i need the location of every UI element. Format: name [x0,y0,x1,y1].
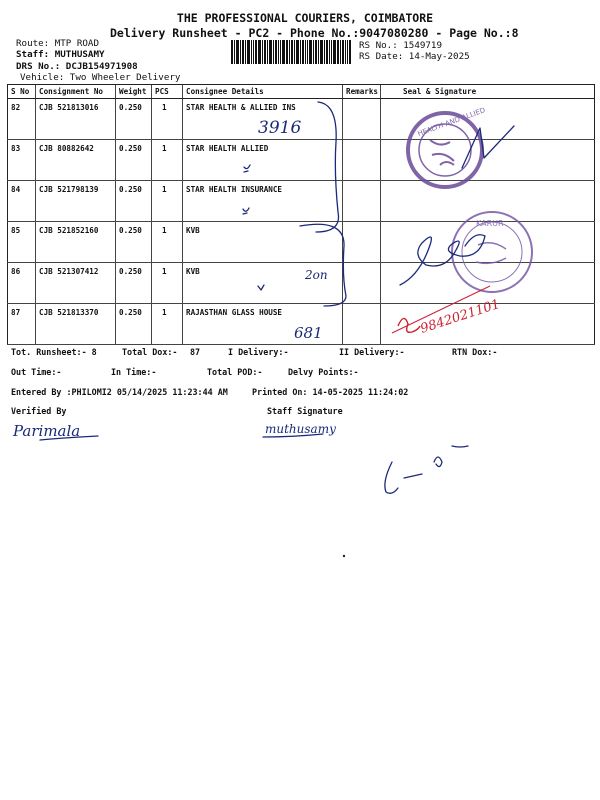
entered-by: Entered By :PHILOMI2 05/14/2025 11:23:44 AM [11,387,228,397]
bracket-line [316,102,339,232]
cell-consignee: STAR HEALTH ALLIED [183,140,343,181]
col-seal: Seal & Signature [381,85,595,99]
cell-sno: 85 [8,222,36,263]
col-weight: Weight [116,85,152,99]
cell-consignment: CJB 521813370 [36,304,116,345]
delvy-points: Delvy Points:- [288,367,359,377]
total-dox-label: Total Dox:- [122,347,178,357]
svg-text:HEALTH AND ALLIED: HEALTH AND ALLIED [416,106,487,139]
cell-consignee: STAR HEALTH & ALLIED INS [183,99,343,140]
printed-on: Printed On: 14-05-2025 11:24:02 [252,387,409,397]
signature-row1 [462,126,514,168]
tick-mark [244,165,250,172]
margin-scribble [385,446,468,493]
cell-consignment: CJB 521798139 [36,181,116,222]
verifier-signature: Parimala [13,422,81,440]
cell-pcs: 1 [152,304,183,345]
rs-number: RS No.: 1549719 [359,40,442,51]
cell-weight: 0.250 [116,99,152,140]
signature-row4 [400,235,485,285]
total-pod: Total POD:- [207,367,263,377]
cell-pcs: 1 [152,222,183,263]
red-signature [392,286,502,337]
cell-pcs: 1 [152,181,183,222]
in-time: In Time:- [111,367,157,377]
cell-consignee: KVB [183,222,343,263]
route-label: Route: MTP ROAD [16,38,99,49]
cell-sno: 83 [8,140,36,181]
handwritten-note-row1: 3916 [258,118,302,138]
verified-by-label: Verified By [11,406,67,416]
col-consignee: Consignee Details [183,85,343,99]
bracket-line [300,224,346,306]
cell-sno: 82 [8,99,36,140]
cell-consignment: CJB 80882642 [36,140,116,181]
svg-text:9842021101: 9842021101 [418,296,502,337]
i-delivery: I Delivery:- [228,347,289,357]
col-pcs: PCS [152,85,183,99]
cell-pcs: 1 [152,99,183,140]
cell-consignee: STAR HEALTH INSURANCE [183,181,343,222]
staff-signature-label: Staff Signature [267,406,343,416]
rtn-dox: RTN Dox:- [452,347,498,357]
col-remarks: Remarks [343,85,381,99]
cell-pcs: 1 [152,263,183,304]
cell-weight: 0.250 [116,222,152,263]
cell-weight: 0.250 [116,263,152,304]
col-consignment: Consignment No [36,85,116,99]
cell-sno: 87 [8,304,36,345]
cell-sno: 84 [8,181,36,222]
cell-consignment: CJB 521852160 [36,222,116,263]
total-dox-value: 87 [190,347,201,357]
tick-mark [258,285,264,290]
cell-sno: 86 [8,263,36,304]
handwritten-note-row4: 2on [305,268,328,282]
staff-label: Staff: MUTHUSAMY [16,49,105,60]
col-sno: S No [8,85,36,99]
document-title: THE PROFESSIONAL COURIERS, COIMBATORE [176,11,434,25]
handwritten-note-row6: 681 [294,324,323,342]
drs-number: DRS No.: DCJB154971908 [16,61,138,72]
bank-stamp [452,212,532,292]
staff-signature-ink: muthusamy [265,422,336,436]
cell-pcs: 1 [152,140,183,181]
total-runsheet: Tot. Runsheet:- 8 [11,347,97,357]
stray-mark [343,555,345,557]
company-stamp [408,106,486,187]
runsheet-subtitle: Delivery Runsheet - PC2 - Phone No.:9047080280 - Page No.:8 [110,26,519,40]
cell-consignment: CJB 521813016 [36,99,116,140]
vehicle-label: Vehicle: Two Wheeler Delivery [20,72,181,83]
tick-mark [243,208,249,214]
cell-consignee: KVB [183,263,343,304]
cell-consignee: RAJASTHAN GLASS HOUSE [183,304,343,345]
rs-date: RS Date: 14-May-2025 [359,51,470,62]
svg-text:KARUR: KARUR [476,219,504,228]
cell-weight: 0.250 [116,181,152,222]
cell-weight: 0.250 [116,304,152,345]
cell-consignment: CJB 521307412 [36,263,116,304]
ii-delivery: II Delivery:- [339,347,405,357]
out-time: Out Time:- [11,367,62,377]
cell-weight: 0.250 [116,140,152,181]
